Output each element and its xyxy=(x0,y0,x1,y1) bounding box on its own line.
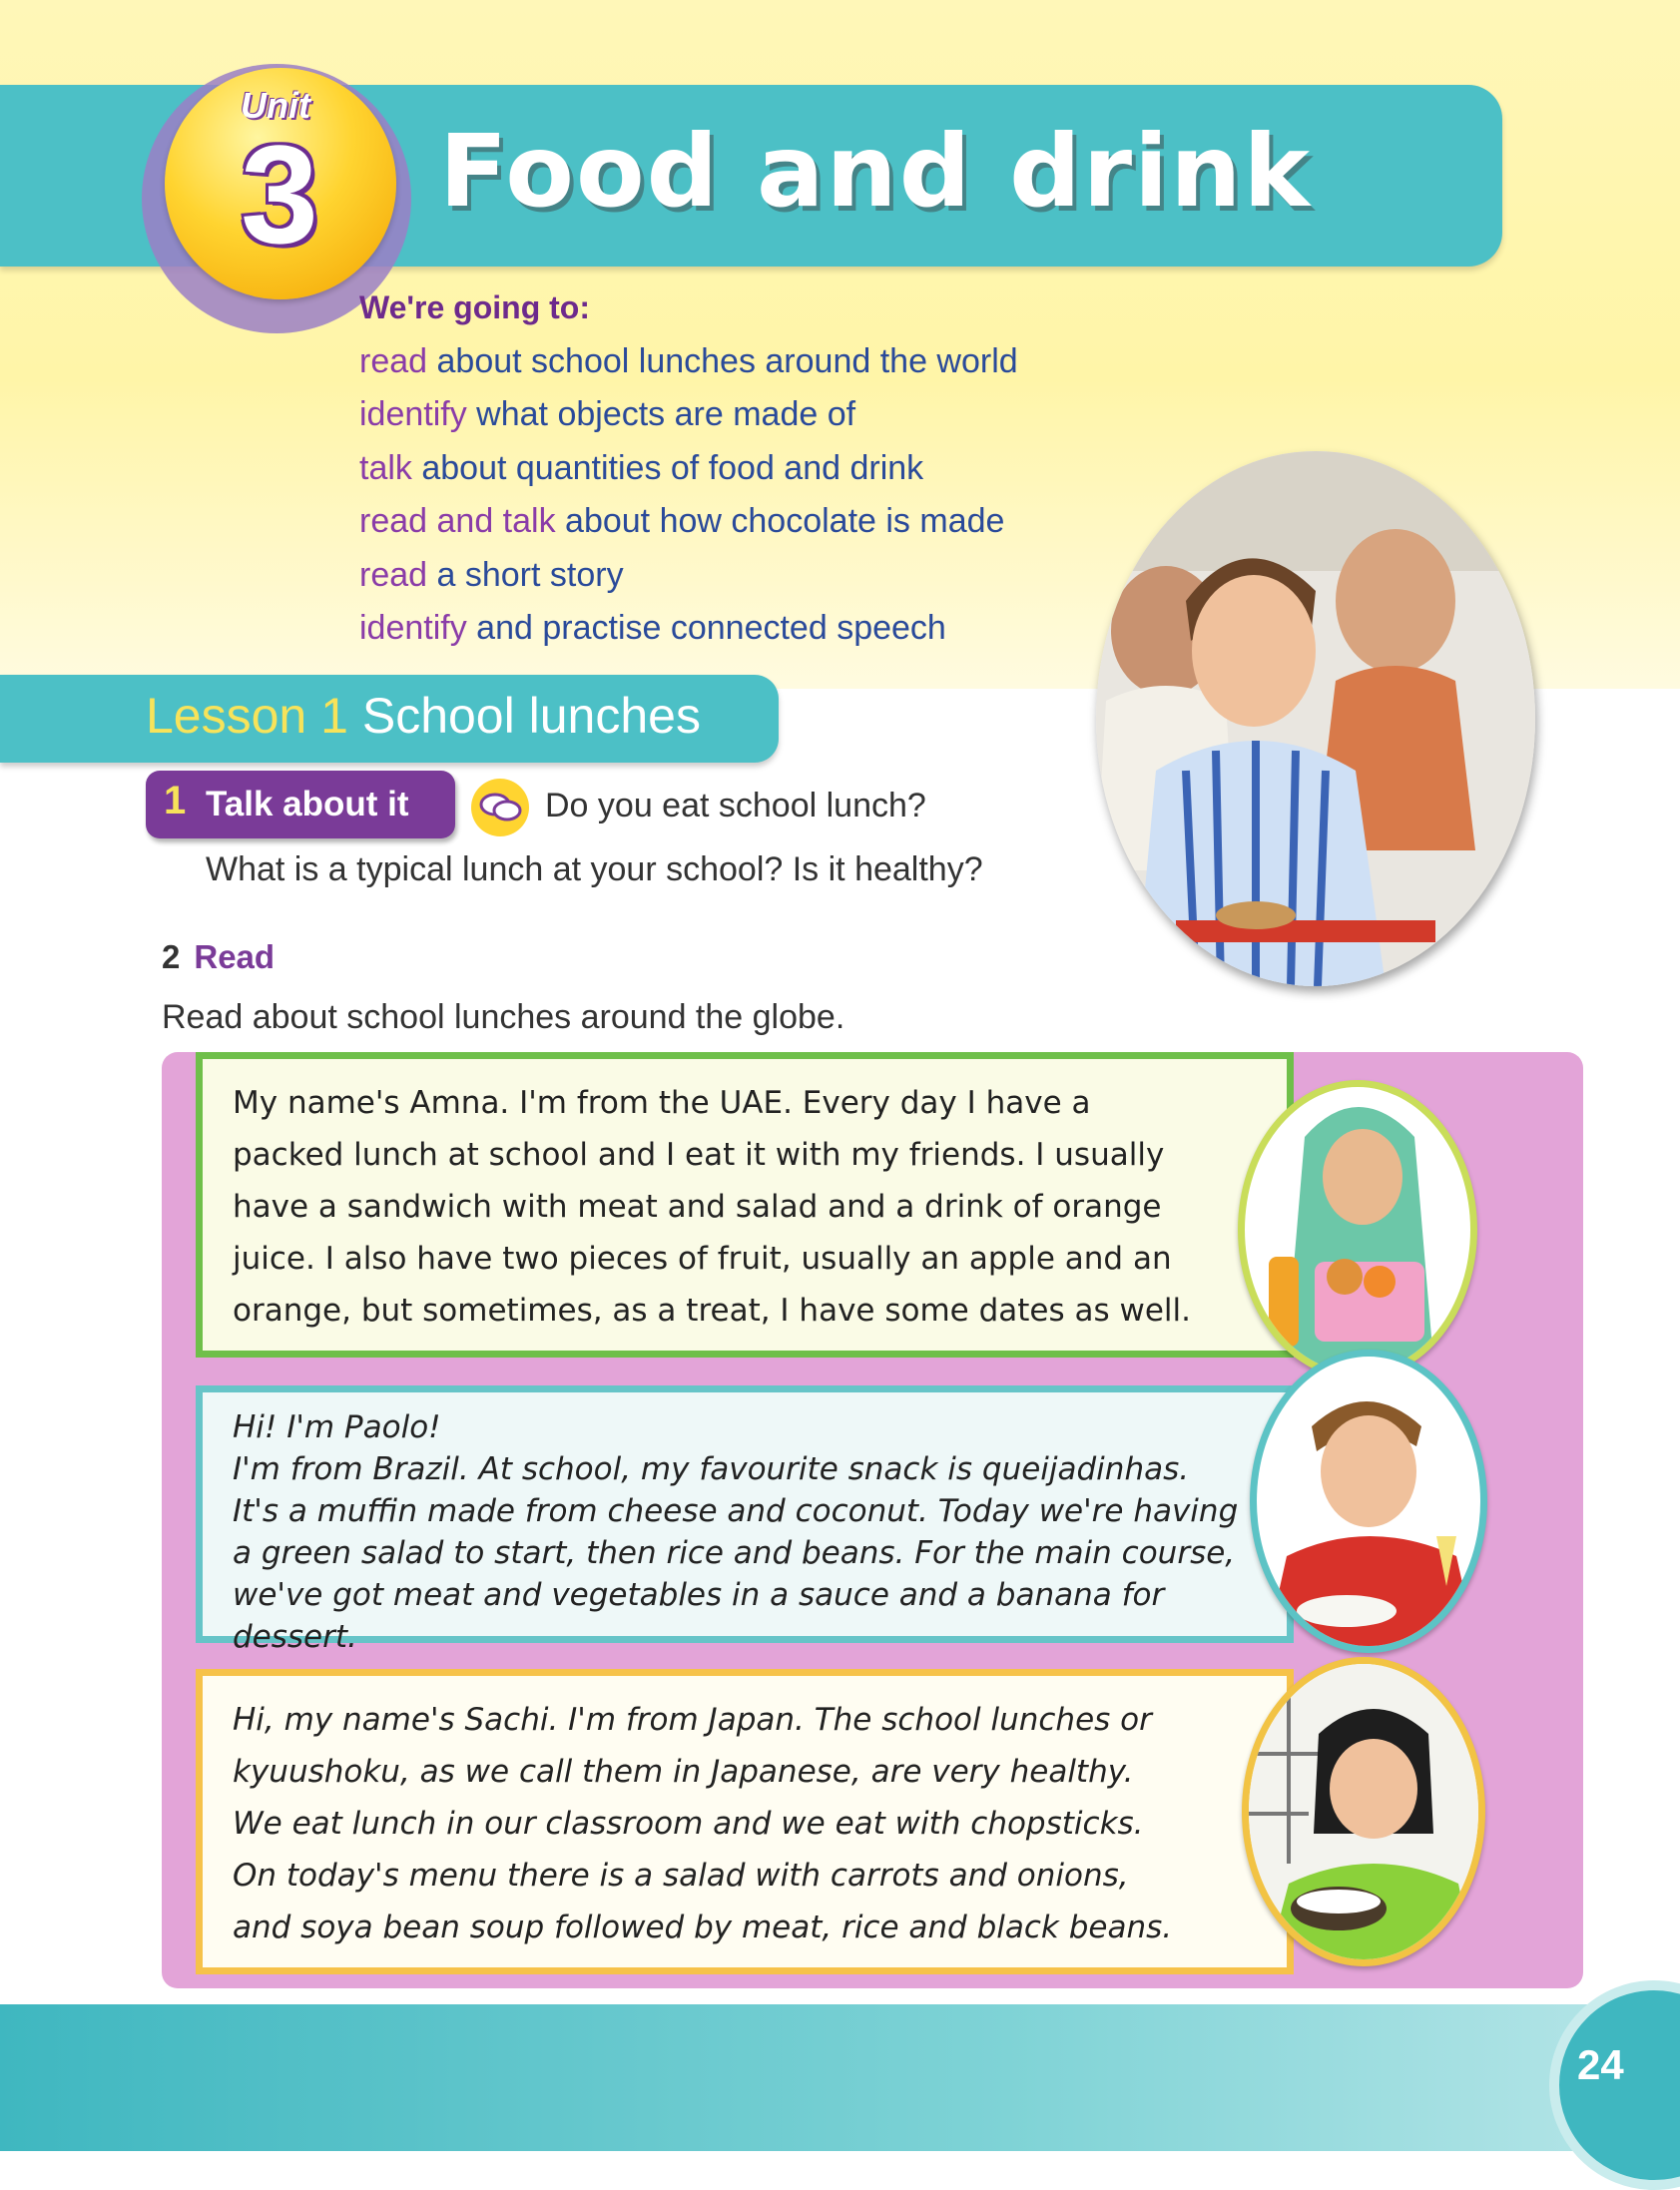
card-line: I'm from Brazil. At school, my favourite snack is queijadinhas. xyxy=(233,1451,1190,1487)
goal-text: what objects are made of xyxy=(466,395,856,433)
talk-about-it-label xyxy=(146,771,455,838)
card-line: have a sandwich with meat and salad and a drink of orange xyxy=(233,1189,1162,1225)
amna-portrait xyxy=(1238,1080,1477,1379)
goal-text: a short story xyxy=(427,555,624,594)
sachi-portrait xyxy=(1242,1657,1485,1966)
goal-item xyxy=(359,602,1018,656)
goal-text: about how chocolate is made xyxy=(555,502,1005,540)
goal-verb: read xyxy=(359,341,428,380)
exercise-number: 2 xyxy=(162,938,181,975)
card-line: orange, but sometimes, as a treat, I have some dates as well. xyxy=(233,1293,1192,1329)
goal-item xyxy=(359,442,1018,496)
card-line: We eat lunch in our classroom and we eat with chopsticks. xyxy=(233,1806,1144,1842)
goal-item xyxy=(359,495,1018,549)
card-line: and soya bean soup followed by meat, rice and black beans. xyxy=(233,1910,1173,1945)
speech-bubbles-icon-graphic xyxy=(471,779,529,836)
card-line: Hi, my name's Sachi. I'm from Japan. The school lunches or xyxy=(233,1702,1152,1738)
goal-text: about school lunches around the world xyxy=(427,341,1018,380)
sachi-illustration xyxy=(1249,1664,1478,1959)
card-line: kyuushoku, as we call them in Japanese, are very healthy. xyxy=(233,1754,1134,1790)
goal-text: about quantities of food and drink xyxy=(411,448,924,487)
goal-verb: read and talk xyxy=(359,502,556,540)
goal-item xyxy=(359,388,1018,442)
lesson-title xyxy=(146,687,701,745)
students-photo-illustration xyxy=(1096,451,1535,986)
read-instructions: Read about school lunches around the globe. xyxy=(162,998,845,1036)
goal-text: and practise connected speech xyxy=(466,609,946,647)
learning-goals xyxy=(359,281,1018,656)
exercise-number: 1 xyxy=(164,779,187,822)
discussion-question-1: Do you eat school lunch? xyxy=(545,787,926,824)
goal-verb: read xyxy=(359,555,428,594)
unit-label: Unit xyxy=(241,85,310,126)
lesson-name: School lunches xyxy=(361,688,701,744)
sachi-text-card xyxy=(196,1669,1294,1974)
discussion-question-2: What is a typical lunch at your school? Is it healthy? xyxy=(206,850,983,888)
card-line: On today's menu there is a salad with carrots and onions, xyxy=(233,1858,1129,1894)
speech-bubbles-icon xyxy=(471,779,529,836)
amna-text-card xyxy=(196,1052,1294,1358)
students-photo xyxy=(1096,451,1535,986)
footer-band xyxy=(0,2004,1680,2151)
goal-verb: identify xyxy=(359,609,467,647)
goals-heading: We're going to: xyxy=(359,289,590,325)
card-line: juice. I also have two pieces of fruit, usually an apple and an xyxy=(233,1241,1172,1277)
goal-item xyxy=(359,549,1018,603)
exercise-title: Talk about it xyxy=(206,785,409,823)
card-line: Hi! I'm Paolo! xyxy=(233,1409,441,1445)
paolo-text-card xyxy=(196,1385,1294,1655)
card-line: packed lunch at school and I eat it with my friends. I usually xyxy=(233,1137,1165,1173)
card-line: a green salad to start, then rice and beans. For the main course, xyxy=(233,1535,1236,1571)
read-heading xyxy=(162,938,275,976)
lesson-number: Lesson 1 xyxy=(146,688,348,744)
card-line: My name's Amna. I'm from the UAE. Every day I have a xyxy=(233,1085,1091,1121)
goal-verb: talk xyxy=(359,448,412,487)
exercise-title: Read xyxy=(194,938,276,975)
page-title: Food and drink xyxy=(439,113,1312,230)
goal-verb: identify xyxy=(359,395,467,433)
unit-number: 3 xyxy=(241,116,318,273)
goal-item xyxy=(359,335,1018,389)
paolo-portrait xyxy=(1250,1350,1487,1653)
card-line: we've got meat and vegetables in a sauce and a banana for dessert. xyxy=(233,1577,1165,1655)
card-line: It's a muffin made from cheese and coconut. Today we're having xyxy=(233,1493,1239,1529)
paolo-illustration xyxy=(1257,1357,1480,1646)
page-number: 24 xyxy=(1577,2041,1624,2088)
amna-illustration xyxy=(1245,1087,1470,1372)
